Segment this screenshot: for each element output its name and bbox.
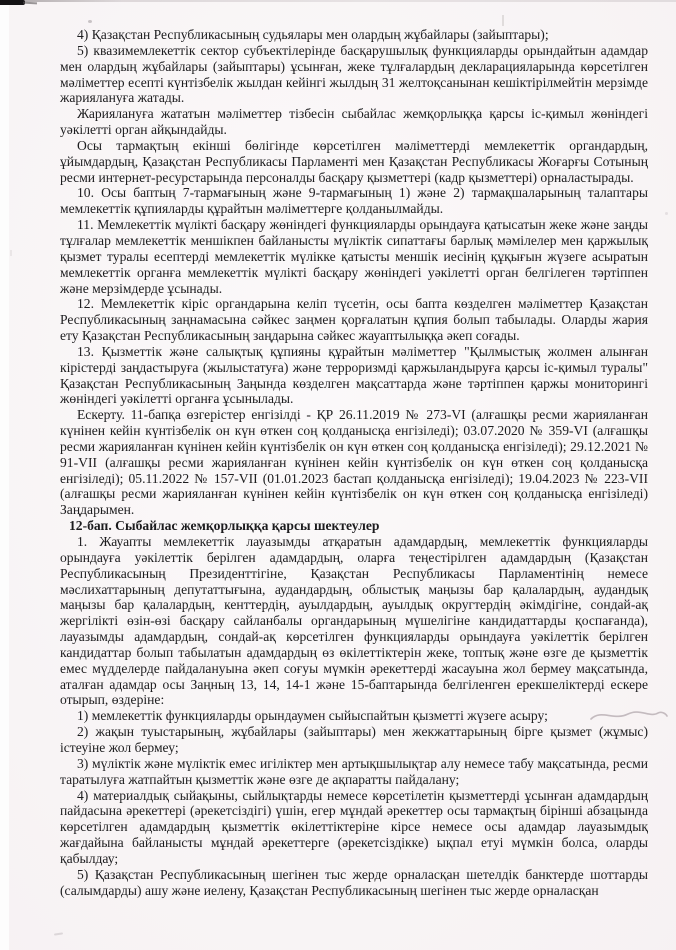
scan-top-edge-line xyxy=(0,0,676,2)
scan-corner-mark-tail xyxy=(23,2,37,5)
list-item-4-material-rewards: 4) материалдық сыйақыны, сыйлықтарды немесе көрсетілетін қызметтерді ұсынған адамдардың пайдасына әрекеттері (әрекетсіздігі) үшін, егер мұндай әрекеттер осы тармақтың бірінші абзацында көрсетілген адамдардың қызметтік өкілеттіктеріне кірсе немесе осы адамдар лауазымдық жағдайына байланысты мұндай әрекеттерге (әрекетсіздікке) ықпал етуі мүмкін болса, оларды қабылдау; xyxy=(60,787,648,866)
scan-speck xyxy=(502,15,504,26)
paragraph-10-state-secrets: 10. Осы баптың 7-тармағының және 9-тармағының 1) және 2) тармақшаларының талаптары мемлекеттік құпияларды құрайтын мәліметтерге қолданылмайды. xyxy=(60,185,648,217)
scan-page-left-edge xyxy=(0,0,9,950)
list-item-2-relatives-service: 2) жақын туыстарының, жұбайлары (зайыптары) мен жекжаттарының бірге қызмет (жұмыс) істеуіне жол бермеу; xyxy=(60,724,648,755)
scan-speck xyxy=(88,20,92,23)
scan-speck xyxy=(665,212,668,215)
list-item-5-foreign-banks: 5) Қазақстан Республикасының шегінен тыс жерде орналасқан шетелдік банктерде шоттарды (салымдарды) ашу және иелену, Қазақстан Республикасының шегінен тыс жерде орналасқан xyxy=(60,866,648,898)
paragraph-publication-list: Жариялануға жататын мәліметтер тізбесін сыбайлас жемқорлыққа қарсы іс-қимыл жөніндегі уәкілетті орган айқындайды. xyxy=(60,106,648,138)
section-heading-article-12: 12-бап. Сыбайлас жемқорлыққа қарсы шектеулер xyxy=(69,518,380,534)
paragraph-note-amendments: Ескерту. 11-бапқа өзгерістер енгізілді - ҚР 26.11.2019 № 273-VI (алғашқы ресми жарияланған күнінен кейін күнтізбелік он күн өткен соң қолданысқа енгізіледі); 03.07.2020 № 359-VI (алғашқы ресми жарияланған күнінен кейін күнтізбелік он күн өткен соң қолданысқа енгізіледі); 29.12.2021 № 91-VII (алғашқы ресми жарияланған күнінен кейін күнтізбелік он күн өткен соң қолданысқа енгізіледі); 05.11.2022 № 157-VII (01.01.2023 бастап қолданысқа енгізіледі); 19.04.2023 № 223-VII (алғашқы ресми жарияланған күнінен кейін күнтізбелік он күн өткен соң қолданысқа енгізіледі) Заңдарымен. xyxy=(60,407,648,518)
scan-corner-mark xyxy=(0,0,25,5)
document-text-block xyxy=(60,27,648,898)
list-item-4-judges: 4) Қазақстан Республикасының судьялары мен олардың жұбайлары (зайыптары); xyxy=(77,27,549,42)
list-item-5-quasi-state: 5) квазимемлекеттік сектор субъектілерінде басқарушылық функцияларды орындайтын адамдар мен олардың жұбайлары (зайыптары) ұсынған, жеке тұлғалардың декларацияларында көрсетілген мәліметтер есепті күнтізбелік жылдан кейінгі жылдың 31 желтоқсанынан кешіктірілмейтін мерзімде жариялануға жатады. xyxy=(60,42,648,106)
scan-speck xyxy=(54,932,63,935)
list-item-1-incompatible-activity: 1) мемлекеттік функцияларды орындаумен сыйыспайтын қызметті жүзеге асыру; xyxy=(77,708,548,724)
paragraph-placement-resources: Осы тармақтың екінші бөлігінде көрсетілген мәліметтерді мемлекеттік органдардың, ұйымдардың, Қазақстан Республикасы Парламенті мен Қазақстан Республикасы Жоғарғы Сотының ресми интернет-ресурстарында персоналды басқару қызметтері (кадр қызметтері) орналастырады. xyxy=(60,137,648,185)
list-item-3-official-information: 3) мүліктік және мүліктік емес игіліктер мен артықшылықтар алу немесе табу мақсатында, ресми таратылуға жатпайтын қызметтік және өзге де ақпаратты пайдалану; xyxy=(60,755,648,787)
paragraph-1-restrictions-intro: 1. Жауапты мемлекеттік лауазымды атқаратын адамдардың, мемлекеттік функцияларды орындауға уәкілеттік берілген адамдардың, оларға теңестірілген адамдардың (Қазақстан Республикасының Президенттігіне, Қазақстан Республикасы Парламентінің немесе мәслихаттарының депутаттығына, аудандардың, облыстық маңызы бар қалалардың, аудандық маңызы бар қалалардың, кенттердің, ауылдардың, ауылдық округтердің әкімдігіне, сондай-ақ жергілікті өзін-өзі басқару сайланбалы органдарының мүшелігіне кандидаттарды қоспағанда), лауазымды адамдардың, сондай-ақ көрсетілген функцияларды орындауға уәкілеттік берілген кандидаттар болып табылатын адамдардың өз өкілеттіктерін жеке, топтық және өзге де қызметтік емес мүдделерде пайдалануына әкеп соғуы мүмкін әрекеттерді жасауына жол бермеу мақсатында, аталған адамдар осы Заңның 13, 14, 14-1 және 15-баптарында белгіленген ерекшеліктерді ескере отырып, өздеріне: xyxy=(60,534,648,708)
paragraph-13-financial-monitoring: 13. Қызметтік және салықтық құпияны құрайтын мәліметтер "Қылмыстық жолмен алынған кірістерді заңдастыруға (жылыстатуға) және терроризмді қаржыландыруға қарсы іс-қимыл туралы" Қазақстан Республикасының Заңында көзделген мақсаттарда және тәртіппен қаржы мониторингі жөніндегі уәкілетті органға ұсынылады. xyxy=(60,343,648,407)
paragraph-12-protected-secret: 12. Мемлекеттік кіріс органдарына келіп түсетін, осы бапта көзделген мәліметтер Қазақстан Республикасының заңнамасына сәйкес заңмен қорғалатын құпия болып табылады. Оларды жария ету Қазақстан Республикасының заңдарына сәйкес жауаптылыққа әкеп соғады. xyxy=(60,296,648,344)
paragraph-11-state-property: 11. Мемлекеттік мүлікті басқару жөніндегі функцияларды орындауға қатысатын жеке және заңды тұлғалар мемлекеттік меншікпен байланысты мүліктік сипаттағы барлық мәмілелер мен қаржылық қызмет туралы есептерді мемлекеттік мүлікке қатысты меншік иесінің құқығын жүзеге асыратын мемлекеттік органға мемлекеттік мүлікті басқару жөніндегі уәкілетті орган белгілеген тәртіппен және мерзімдерде ұсынады. xyxy=(60,217,648,296)
scan-speck xyxy=(10,250,12,256)
